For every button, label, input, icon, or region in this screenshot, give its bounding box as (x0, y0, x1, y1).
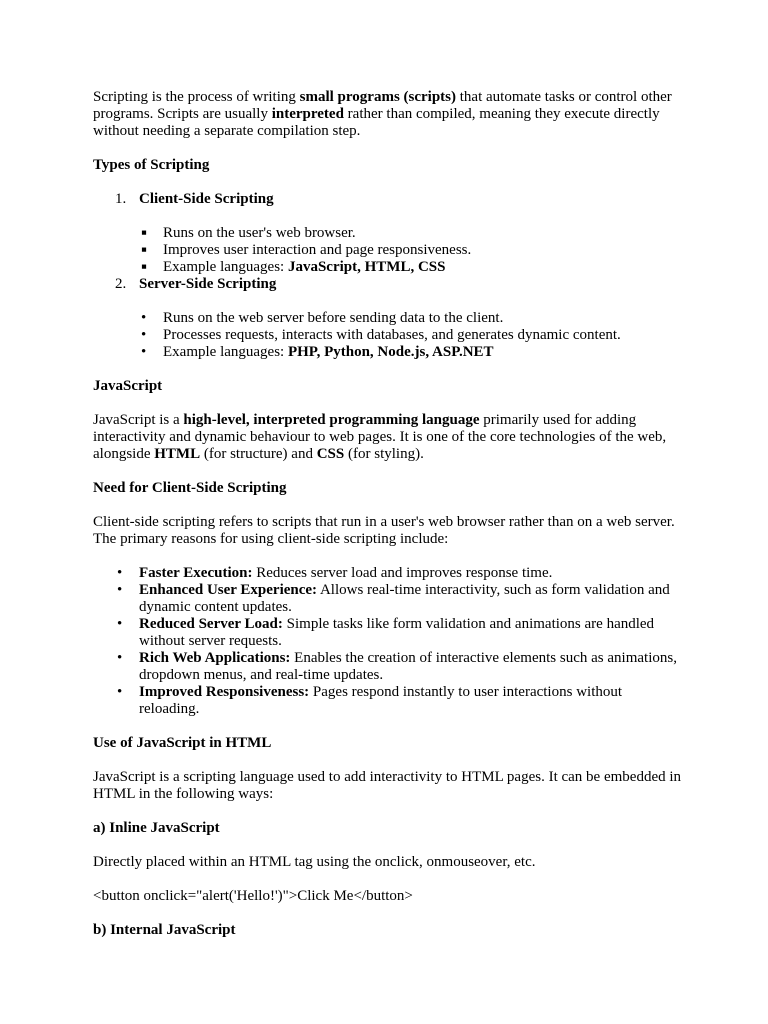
use-heading: Use of JavaScript in HTML (93, 735, 272, 751)
list-item: • Runs on the web server before sending data to the client. (141, 310, 504, 326)
type-title: Client-Side Scripting (139, 191, 274, 207)
inline-text: Directly placed within an HTML tag using the onclick, onmouseover, etc. (93, 854, 536, 870)
list-item: • Example languages: PHP, Python, Node.js, ASP.NET (141, 344, 494, 360)
server-side-bullets (139, 310, 683, 361)
types-list (93, 191, 683, 208)
client-side-details (93, 225, 683, 276)
list-item: • Rich Web Applications: Enables the creation of interactive elements such as animations, dropdown menus, and real-time updates. (117, 650, 677, 683)
types-list-2 (93, 276, 683, 293)
list-item: • Enhanced User Experience: Allows real-time interactivity, such as form validation and dynamic content updates. (117, 582, 670, 615)
client-side-bullets (139, 225, 683, 276)
type-title: Server-Side Scripting (139, 276, 277, 292)
use-intro: JavaScript is a scripting language used to add interactivity to HTML pages. It can be embedded in HTML in the following ways: (93, 769, 682, 802)
list-item: ▪ Example languages: JavaScript, HTML, CSS (141, 257, 446, 276)
javascript-heading: JavaScript (93, 378, 163, 394)
type-item-client: 1. Client-Side Scripting (115, 191, 274, 207)
list-item: ▪ Runs on the user's web browser. (141, 223, 356, 242)
need-heading: Need for Client-Side Scripting (93, 480, 287, 496)
list-item: ▪ Improves user interaction and page responsiveness. (141, 240, 472, 259)
need-intro: Client-side scripting refers to scripts that run in a user's web browser rather than on a web server. The primary reasons for using client-side scripting include: (93, 514, 675, 547)
list-item: • Faster Execution: Reduces server load and improves response time. (117, 565, 553, 581)
inline-heading: a) Inline JavaScript (93, 820, 220, 836)
list-item: • Reduced Server Load: Simple tasks like form validation and animations are handled without server requests. (117, 616, 655, 649)
list-item: • Improved Responsiveness: Pages respond instantly to user interactions without reloading. (117, 684, 623, 717)
type-item-server: 2. Server-Side Scripting (115, 276, 277, 292)
list-item: • Processes requests, interacts with databases, and generates dynamic content. (141, 327, 621, 343)
need-reasons-list (93, 565, 683, 718)
javascript-paragraph: JavaScript is a high-level, interpreted programming language primarily used for adding interactivity and dynamic behaviour to web pages. It is one of the core technologies of the web, alongside HTML (for structure) and CSS (for styling). (93, 412, 667, 462)
document-page (93, 89, 683, 939)
server-side-details (93, 310, 683, 361)
types-heading: Types of Scripting (93, 157, 210, 173)
inline-code-example: <button onclick="alert('Hello!')">Click Me</button> (93, 888, 413, 904)
internal-heading: b) Internal JavaScript (93, 922, 236, 938)
intro-paragraph: Scripting is the process of writing small programs (scripts) that automate tasks or control other programs. Scripts are usually interpreted rather than compiled, meaning they execute directly without needing a separate compilation step. (93, 89, 672, 139)
